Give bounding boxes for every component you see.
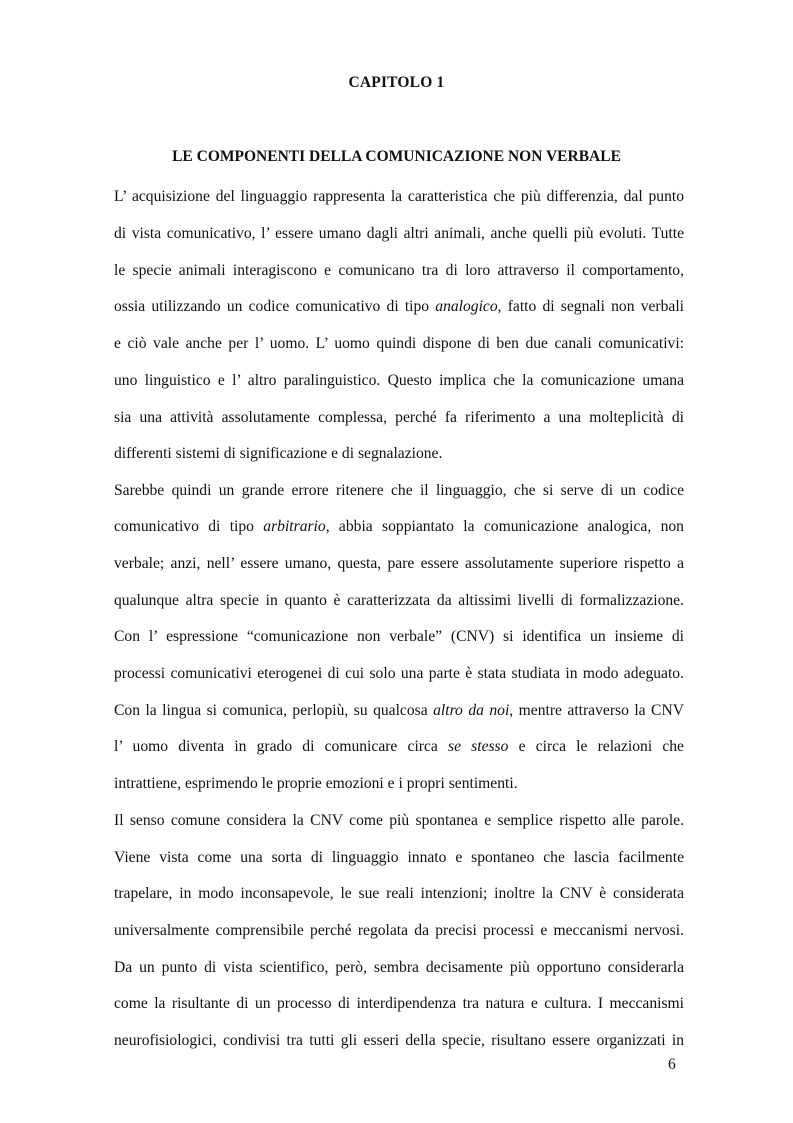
section-title: LE COMPONENTI DELLA COMUNICAZIONE NON VERBALE [172,148,621,165]
body-line: e ciò vale anche per l’ uomo. L’ uomo quindi dispone di ben due canali comunicativi: [114,335,684,352]
body-line: Con l’ espressione “comunicazione non verbale” (CNV) si identifica un insieme di [114,628,684,645]
body-line [114,517,684,537]
body-line: sia una attività assolutamente complessa, perché fa riferimento a una molteplicità di [114,409,684,426]
text-run: , fatto di segnali non verbali [497,298,684,315]
body-line: uno linguistico e l’ altro paralinguistico. Questo implica che la comunicazione umana [114,372,684,389]
body-line: neurofisiologici, condivisi tra tutti gli esseri della specie, risultano essere organizzati in [114,1032,684,1049]
text-run: l’ uomo diventa in grado di comunicare circa [114,738,448,755]
body-line: Da un punto di vista scientifico, però, sembra decisamente più opportuno considerarla [114,959,684,976]
italic-term: altro da noi [433,702,510,719]
page-number: 6 [668,1056,676,1073]
text-run: e circa le relazioni che [508,738,684,755]
text-run: , mentre attraverso la CNV [509,702,684,719]
body-line: Il senso comune considera la CNV come più spontanea e semplice rispetto alle parole. [114,812,684,829]
body-line: differenti sistemi di significazione e di segnalazione. [114,445,443,462]
body-line: L’ acquisizione del linguaggio rappresenta la caratteristica che più differenzia, dal punto [114,188,684,205]
text-run: ossia utilizzando un codice comunicativo di tipo [114,298,436,315]
text-run: Con la lingua si comunica, perlopiù, su qualcosa [114,702,434,719]
italic-term: arbitrario [263,518,326,535]
body-line [114,297,684,317]
body-line: di vista comunicativo, l’ essere umano dagli altri animali, anche quelli più evoluti. Tutte [114,225,684,242]
chapter-heading: CAPITOLO 1 [348,74,445,91]
body-line [114,701,684,721]
body-line: processi comunicativi eterogenei di cui solo una parte è stata studiata in modo adeguato. [114,665,684,682]
text-run: comunicativo di tipo [114,518,264,535]
body-line: qualunque altra specie in quanto è caratterizzata da altissimi livelli di formalizzazione. [114,592,684,609]
body-line: le specie animali interagiscono e comunicano tra di loro attraverso il comportamento, [114,262,684,279]
body-line: come la risultante di un processo di interdipendenza tra natura e cultura. I meccanismi [114,995,684,1012]
italic-term: analogico [435,298,498,315]
body-line: trapelare, in modo inconsapevole, le sue reali intenzioni; inoltre la CNV è considerata [114,885,684,902]
text-run: , abbia soppiantato la comunicazione analogica, non [325,518,684,535]
body-line: Sarebbe quindi un grande errore ritenere che il linguaggio, che si serve di un codice [114,482,684,499]
body-line: universalmente comprensibile perché regolata da precisi processi e meccanismi nervosi. [114,922,684,939]
body-line: intrattiene, esprimendo le proprie emozioni e i propri sentimenti. [114,775,518,792]
body-line: Viene vista come una sorta di linguaggio innato e spontaneo che lascia facilmente [114,849,684,866]
body-line: verbale; anzi, nell’ essere umano, questa, pare essere assolutamente superiore rispetto a [114,555,684,572]
italic-term: se stesso [448,738,509,755]
body-line [114,737,684,757]
